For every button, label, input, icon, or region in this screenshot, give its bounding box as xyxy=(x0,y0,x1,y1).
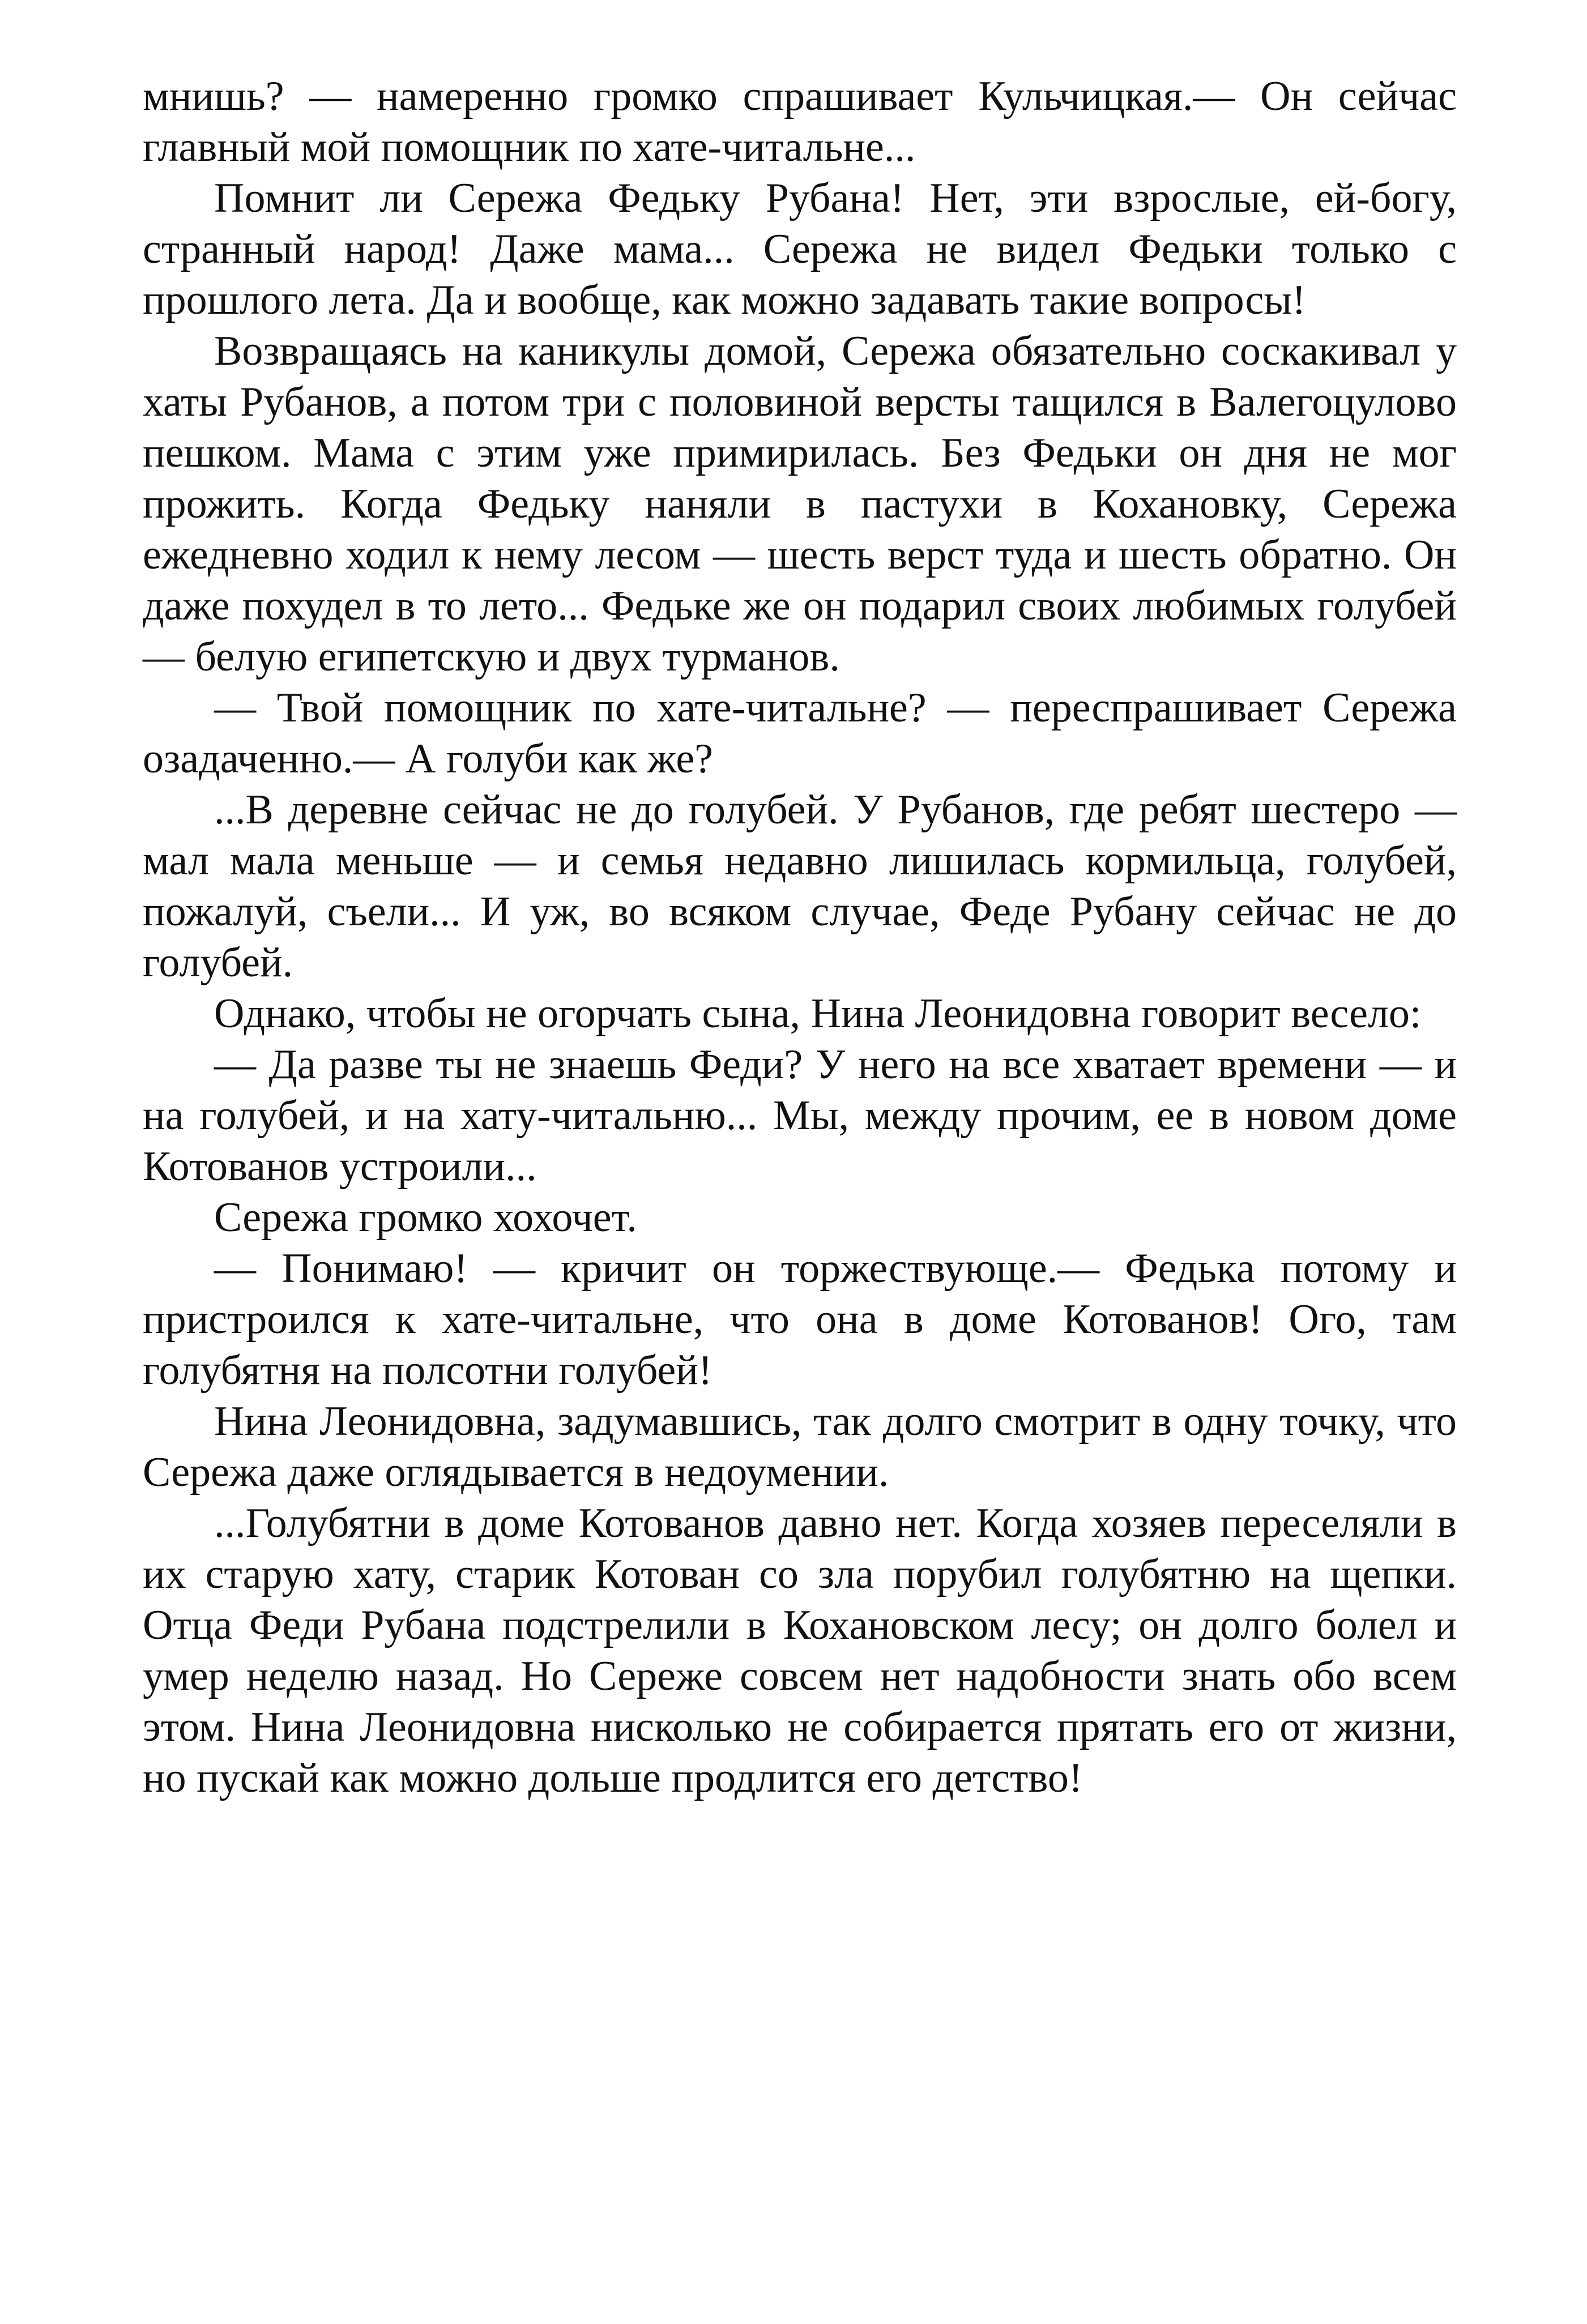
paragraph-3: Возвращаясь на каникулы домой, Сережа обязательно соскакивал у хаты Рубанов, а потом три с половиной версты тащился в Валегоцулово пешком. Мама с этим уже примирилась. Без Федьки он дня не мог прожить. Когда Федьку наняли в пастухи в Кохановку, Сережа ежедневно ходил к нему лесом — шесть верст туда и шесть обратно. Он даже похудел в то лето... Федьке же он подарил своих любимых голубей — белую египетскую и двух турманов. xyxy=(143,328,1457,680)
paragraph-2: Помнит ли Сережа Федьку Рубана! Нет, эти взрослые, ей-богу, странный народ! Даже мама... Сережа не видел Федьки только с прошлого лета. Да и вообще, как можно задавать такие вопросы! xyxy=(143,175,1457,323)
paragraph-11: ...Голубятни в доме Котованов давно нет. Когда хозяев переселяли в их старую хату, старик Котован со зла порубил голубятню на щепки. Отца Феди Рубана подстрелили в Кохановском лесу; он долго болел и умер неделю назад. Но Сереже совсем нет надобности знать обо всем этом. Нина Леонидовна нисколько не собирается прятать его от жизни, но пускай как можно дольше продлится его детство! xyxy=(143,1500,1457,1801)
paragraph-7: — Да разве ты не знаешь Феди? У него на все хватает времени — и на голубей, и на хату-читальню... Мы, между прочим, ее в новом доме Котованов устроили... xyxy=(143,1041,1457,1190)
paragraph-8: Сережа громко хохочет. xyxy=(214,1194,637,1241)
page-body-text xyxy=(143,71,1457,1804)
paragraph-6: Однако, чтобы не огорчать сына, Нина Леонидовна говорит весело: xyxy=(214,990,1422,1037)
paragraph-4: — Твой помощник по хате-читальне? — переспрашивает Сережа озадаченно.— А голуби как же? xyxy=(143,685,1457,782)
paragraph-10: Нина Леонидовна, задумавшись, так долго смотрит в одну точку, что Сережа даже оглядывается в недоумении. xyxy=(143,1398,1457,1496)
paragraph-1: мнишь? — намеренно громко спрашивает Кульчицкая.— Он сейчас главный мой помощник по хате-читальне... xyxy=(143,73,1457,170)
paragraph-5: ...В деревне сейчас не до голубей. У Рубанов, где ребят шестеро — мал мала меньше — и семья недавно лишилась кормильца, голубей, пожалуй, съели... И уж, во всяком случае, Феде Рубану сейчас не до голубей. xyxy=(143,787,1457,986)
paragraph-9: — Понимаю! — кричит он торжествующе.— Федька потому и пристроился к хате-читальне, что она в доме Котованов! Ого, там голубятня на полсотни голубей! xyxy=(143,1245,1457,1394)
